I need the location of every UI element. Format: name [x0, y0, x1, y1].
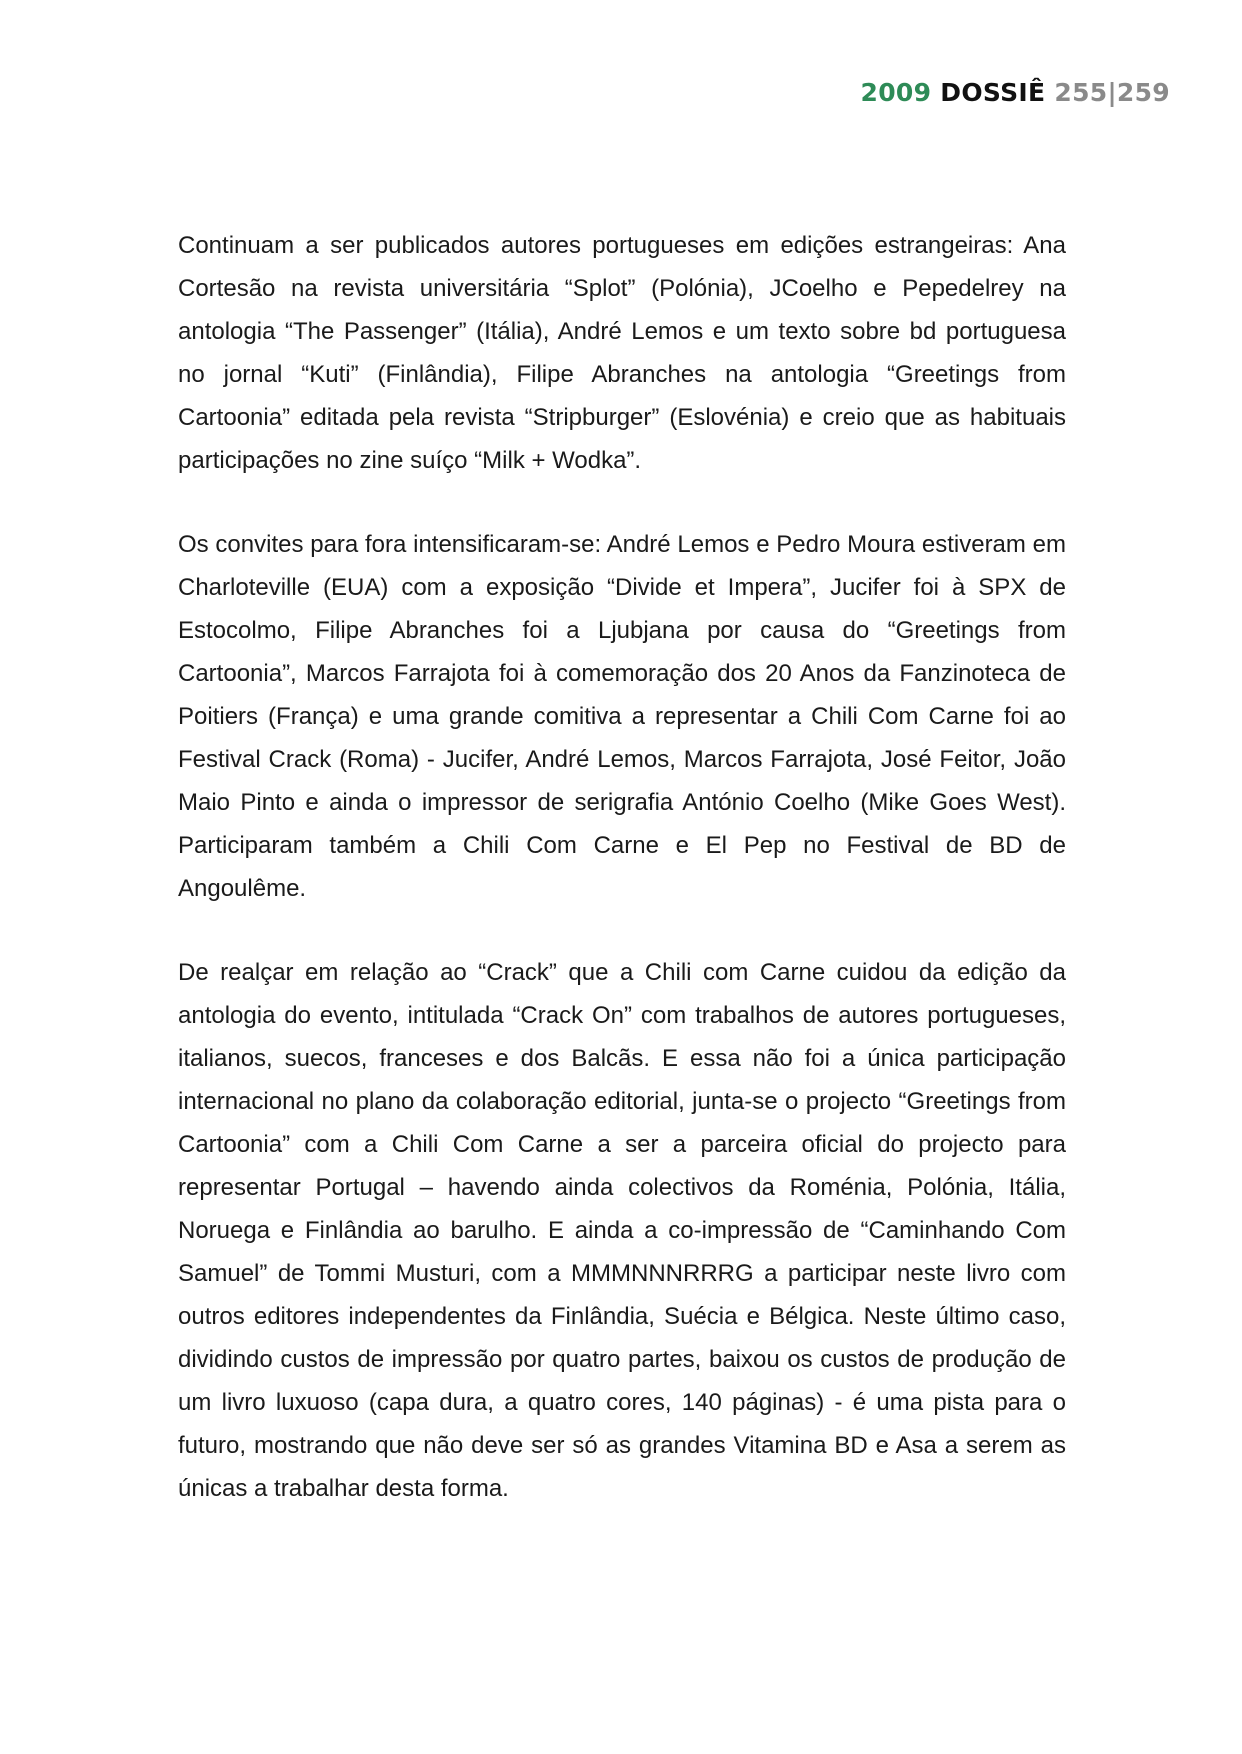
paragraph-3: De realçar em relação ao “Crack” que a Chili com Carne cuidou da edição da antologia do evento, intitulada “Crack On” com trabalhos de autores portugueses, italianos, suecos, franceses e dos Balcãs. E essa não foi a única participação internacional no plano da colaboração editorial, junta-se o projecto “Greetings from Cartoonia” com a Chili Com Carne a ser a parceira oficial do projecto para representar Portugal – havendo ainda colectivos da Roménia, Polónia, Itália, Noruega e Finlândia ao barulho. E ainda a co-impressão de “Caminhando Com Samuel” de Tommi Musturi, com a MMMNNNRRRG a participar neste livro com outros editores independentes da Finlândia, Suécia e Bélgica. Neste último caso, dividindo custos de impressão por quatro partes, baixou os custos de produção de um livro luxuoso (capa dura, a quatro cores, 140 páginas) - é uma pista para o futuro, mostrando que não deve ser só as grandes Vitamina BD e Asa a serem as únicas a trabalhar desta forma.	[178, 959, 1066, 1502]
paragraph-2: Os convites para fora intensificaram-se: André Lemos e Pedro Moura estiveram em Charloteville (EUA) com a exposição “Divide et Impera”, Jucifer foi à SPX de Estocolmo, Filipe Abranches foi a Ljubjana por causa do “Greetings from Cartoonia”, Marcos Farrajota foi à comemoração dos 20 Anos da Fanzinoteca de Poitiers (França) e uma grande comitiva a representar a Chili Com Carne foi ao Festival Crack (Roma) - Jucifer, André Lemos, Marcos Farrajota, José Feitor, João Maio Pinto e ainda o impressor de serigrafia António Coelho (Mike Goes West). Participaram também a Chili Com Carne e El Pep no Festival de BD de Angoulême.	[178, 531, 1066, 902]
running-header	[861, 78, 1171, 107]
paragraph-1: Continuam a ser publicados autores portugueses em edições estrangeiras: Ana Cortesão na revista universitária “Splot” (Polónia), JCoelho e Pepedelrey na antologia “The Passenger” (Itália), André Lemos e um texto sobre bd portuguesa no jornal “Kuti” (Finlândia), Filipe Abranches na antologia “Greetings from Cartoonia” editada pela revista “Stripburger” (Eslovénia) e creio que as habituais participações no zine suíço “Milk + Wodka”.	[178, 232, 1066, 474]
header-page-numbers: 255|259	[1054, 78, 1170, 107]
article-body	[178, 224, 1066, 1551]
header-year: 2009	[860, 78, 932, 107]
header-title: DOSSIÊ	[940, 78, 1046, 107]
